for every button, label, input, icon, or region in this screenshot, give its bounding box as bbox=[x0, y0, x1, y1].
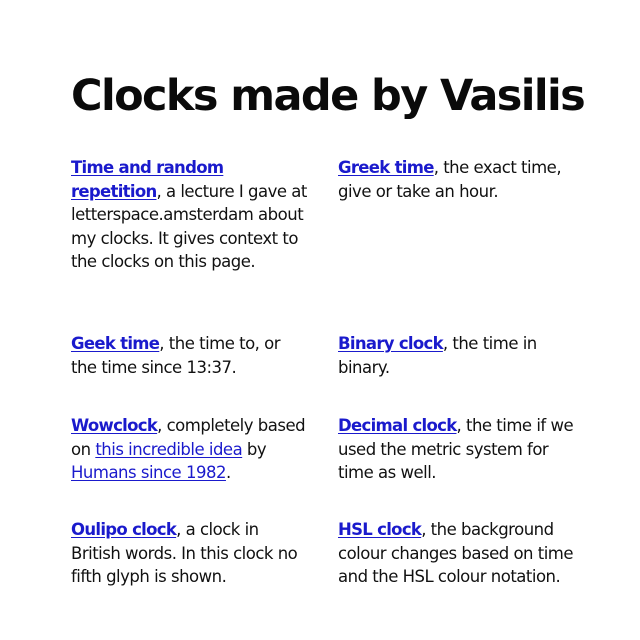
geek-time-link[interactable]: Geek time bbox=[71, 334, 160, 353]
clock-description: , the exact time, give or take an hour. bbox=[338, 158, 562, 201]
clock-description: by bbox=[242, 439, 267, 459]
clock-description: , completely based on bbox=[71, 416, 306, 459]
clock-item-greek-time bbox=[338, 156, 574, 203]
wowclock-link[interactable]: Wowclock bbox=[71, 416, 158, 435]
clock-item-geek-time bbox=[71, 332, 307, 379]
clock-item-decimal-clock bbox=[338, 414, 574, 485]
time-and-random-repetition-link[interactable]: Time and random repetition bbox=[71, 158, 224, 201]
page-title: Clocks made by Vasilis bbox=[71, 71, 585, 121]
clock-item-wowclock bbox=[71, 414, 307, 485]
decimal-clock-link[interactable]: Decimal clock bbox=[338, 416, 457, 435]
clock-description: , the time if we used the metric system for time as well. bbox=[338, 416, 574, 482]
binary-clock-link[interactable]: Binary clock bbox=[338, 334, 443, 353]
humans-since-1982-link[interactable]: Humans since 1982 bbox=[71, 463, 226, 482]
oulipo-clock-link[interactable]: Oulipo clock bbox=[71, 520, 177, 539]
clock-description: , the background colour changes based on time and the HSL colour notation. bbox=[338, 520, 574, 586]
clock-description: . bbox=[225, 463, 231, 482]
clock-description: , the time in binary. bbox=[338, 334, 537, 377]
greek-time-link[interactable]: Greek time bbox=[338, 158, 434, 177]
clock-description: , a lecture I gave at letterspace.amsterdam about my clocks. It gives context to the clocks on this page. bbox=[71, 181, 307, 271]
clock-description: , a clock in British words. In this clock no fifth glyph is shown. bbox=[71, 520, 298, 586]
clock-item-hsl-clock bbox=[338, 518, 574, 589]
clock-description: , the time to, or the time since 13:37. bbox=[71, 334, 281, 377]
clock-item-time-and-random-repetition bbox=[71, 156, 307, 274]
clock-item-binary-clock bbox=[338, 332, 574, 379]
incredible-idea-link[interactable]: this incredible idea bbox=[95, 439, 243, 459]
hsl-clock-link[interactable]: HSL clock bbox=[338, 520, 422, 539]
clock-item-oulipo-clock bbox=[71, 518, 307, 589]
